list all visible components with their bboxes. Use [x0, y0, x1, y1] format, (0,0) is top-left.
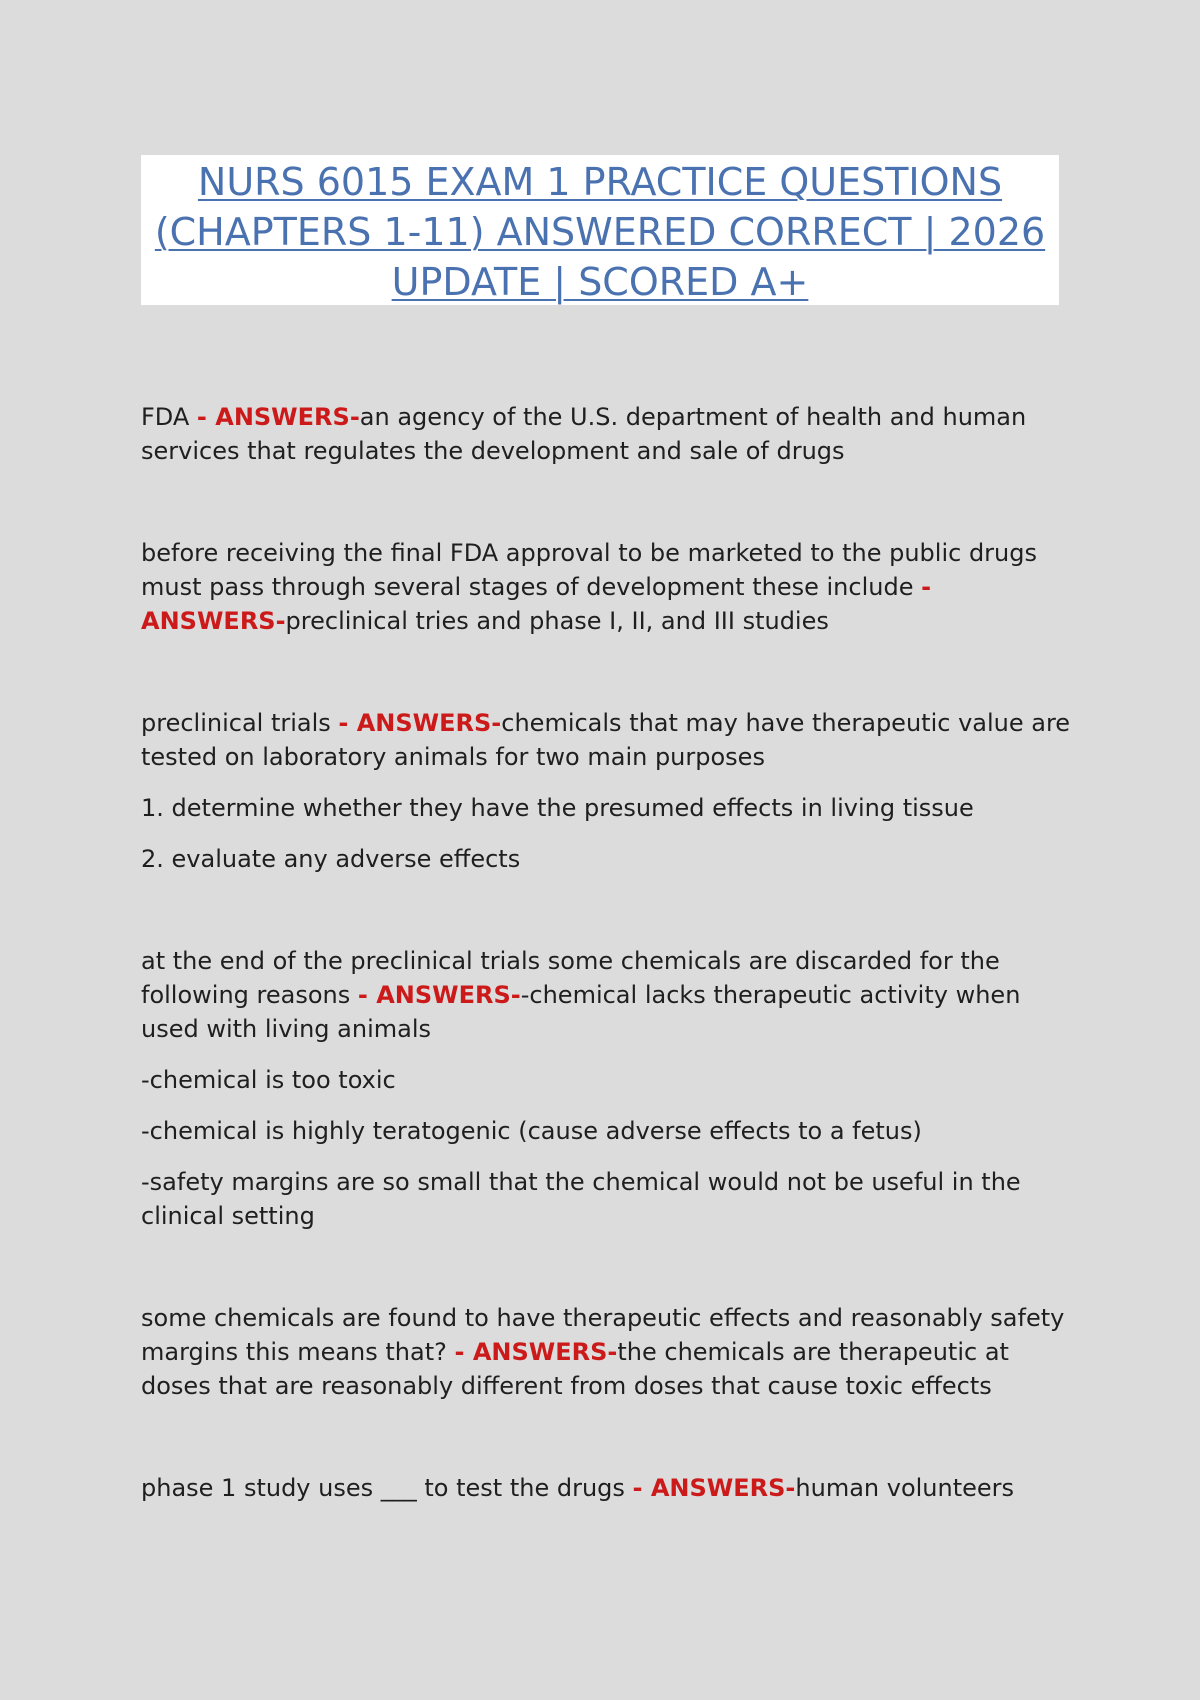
answer-text: preclinical tries and phase I, II, and III studies: [285, 607, 829, 635]
answer-text: an agency of the U.S. department of health and human services that regulates the development and sale of drugs: [141, 403, 1027, 465]
entry-spacer: [141, 1420, 1076, 1471]
answer-detail-line: 1. determine whether they have the presumed effects in living tissue: [141, 794, 974, 822]
qa-entry-discard-reasons: [141, 944, 1076, 1046]
answer-marker: - ANSWERS-: [141, 573, 932, 635]
entry-spacer: [141, 485, 1076, 536]
answer-text: the chemicals are therapeutic at doses that are reasonably different from doses that cause toxic effects: [141, 1338, 1009, 1400]
answer-text: chemicals that may have therapeutic value are tested on laboratory animals for two main purposes: [141, 709, 1071, 771]
title-box: [141, 155, 1059, 305]
answer-text: human volunteers: [795, 1474, 1015, 1502]
answer-marker: - ANSWERS-: [196, 403, 360, 431]
question-text: phase 1 study uses ___ to test the drugs: [141, 1474, 633, 1502]
entry-spacer: [141, 655, 1076, 706]
answer-detail-line: -safety margins are so small that the chemical would not be useful in the clinical setting: [141, 1168, 1021, 1230]
qa-content: [141, 400, 1076, 1522]
document-title-link[interactable]: NURS 6015 EXAM 1 PRACTICE QUESTIONS (CHAPTERS 1-11) ANSWERED CORRECT | 2026 UPDATE | SCORED A+: [154, 160, 1046, 304]
question-text: at the end of the preclinical trials some chemicals are discarded for the following reasons: [141, 947, 1000, 1009]
answer-marker: - ANSWERS-: [338, 709, 502, 737]
answer-detail-line: -chemical is highly teratogenic (cause adverse effects to a fetus): [141, 1117, 922, 1145]
question-text: before receiving the final FDA approval to be marketed to the public drugs must pass through several stages of development these include: [141, 539, 1037, 601]
question-text: preclinical trials: [141, 709, 339, 737]
qa-entry-development-stages: [141, 536, 1076, 638]
answer-marker: - ANSWERS-: [357, 981, 521, 1009]
question-text: FDA: [141, 403, 197, 431]
entry-spacer: [141, 893, 1076, 944]
answer-detail-line: -chemical is too toxic: [141, 1066, 396, 1094]
answer-detail-line: 2. evaluate any adverse effects: [141, 845, 521, 873]
qa-entry-phase-1: [141, 1471, 1076, 1505]
entry-spacer: [141, 1250, 1076, 1301]
answer-text: -chemical lacks therapeutic activity when used with living animals: [141, 981, 1021, 1043]
qa-entry-fda: [141, 400, 1076, 468]
qa-entry-preclinical-trials: [141, 706, 1076, 774]
qa-entry-safety-margins: [141, 1301, 1076, 1403]
question-text: some chemicals are found to have therapeutic effects and reasonably safety margins this means that?: [141, 1304, 1065, 1366]
answer-marker: - ANSWERS-: [454, 1338, 618, 1366]
answer-marker: - ANSWERS-: [632, 1474, 796, 1502]
